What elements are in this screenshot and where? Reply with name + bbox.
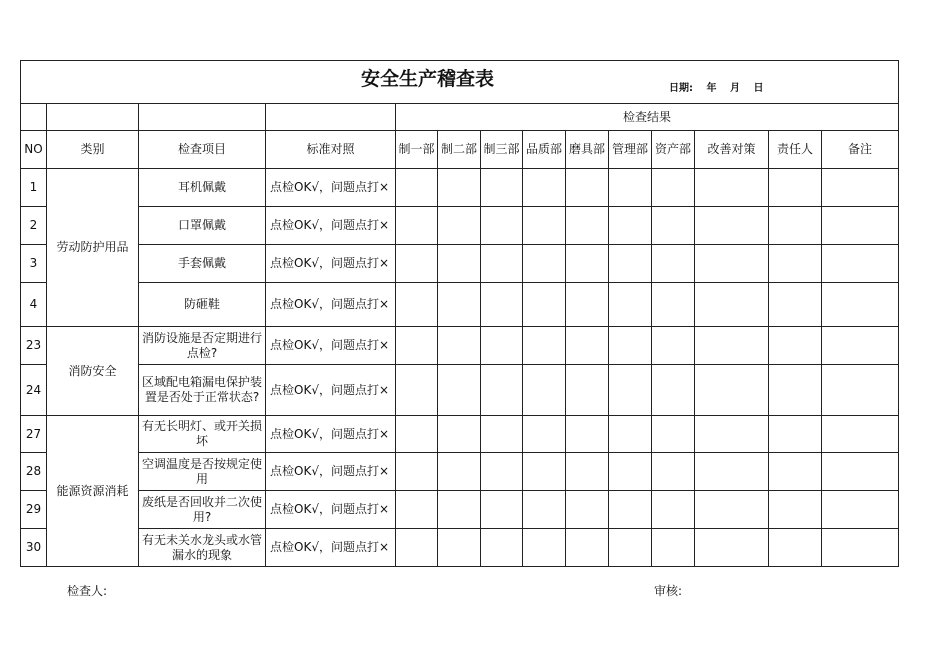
result-cell[interactable]: [652, 207, 695, 245]
result-cell[interactable]: [609, 491, 652, 529]
result-cell[interactable]: [523, 207, 566, 245]
result-cell[interactable]: [481, 453, 523, 491]
header-department: 管理部: [609, 131, 652, 169]
result-cell[interactable]: [566, 283, 609, 327]
result-cell[interactable]: [438, 245, 481, 283]
result-cell[interactable]: [523, 491, 566, 529]
result-cell[interactable]: [438, 453, 481, 491]
row-standard: 点检OK√，问题点打×: [266, 491, 396, 529]
blank-cell: [139, 104, 266, 131]
result-cell[interactable]: [695, 327, 769, 365]
result-cell[interactable]: [695, 453, 769, 491]
result-cell[interactable]: [438, 529, 481, 567]
result-cell[interactable]: [523, 169, 566, 207]
header-responsible: 责任人: [769, 131, 822, 169]
results-header: 检查结果: [396, 104, 899, 131]
result-cell[interactable]: [523, 416, 566, 453]
result-cell[interactable]: [652, 529, 695, 567]
header-item: 检查项目: [139, 131, 266, 169]
reviewer-label: 审核:: [654, 584, 683, 598]
result-cell[interactable]: [396, 365, 438, 416]
result-cell[interactable]: [769, 327, 822, 365]
row-item: 有无长明灯、或开关损坏: [139, 416, 266, 453]
inspection-table: [20, 60, 899, 567]
header-remarks: 备注: [822, 131, 899, 169]
result-cell[interactable]: [523, 327, 566, 365]
result-cell[interactable]: [396, 245, 438, 283]
row-standard: 点检OK√，问题点打×: [266, 529, 396, 567]
result-cell[interactable]: [396, 529, 438, 567]
header-department: 制三部: [481, 131, 523, 169]
result-cell[interactable]: [822, 245, 899, 283]
result-cell[interactable]: [695, 169, 769, 207]
header-improvement: 改善对策: [695, 131, 769, 169]
result-cell[interactable]: [438, 491, 481, 529]
result-cell[interactable]: [566, 169, 609, 207]
result-cell[interactable]: [481, 365, 523, 416]
result-cell[interactable]: [609, 207, 652, 245]
result-cell[interactable]: [481, 245, 523, 283]
row-item: 废纸是否回收并二次使用?: [139, 491, 266, 529]
row-no: 28: [21, 453, 47, 491]
result-cell[interactable]: [695, 245, 769, 283]
result-cell[interactable]: [438, 365, 481, 416]
row-no: 30: [21, 529, 47, 567]
result-cell[interactable]: [396, 453, 438, 491]
result-cell[interactable]: [481, 491, 523, 529]
row-standard: 点检OK√，问题点打×: [266, 453, 396, 491]
result-cell[interactable]: [609, 529, 652, 567]
row-no: 24: [21, 365, 47, 416]
result-cell[interactable]: [566, 327, 609, 365]
table-row: [21, 365, 899, 416]
result-cell[interactable]: [523, 529, 566, 567]
header-department: 磨具部: [566, 131, 609, 169]
row-no: 4: [21, 283, 47, 327]
result-cell[interactable]: [769, 453, 822, 491]
result-cell[interactable]: [695, 283, 769, 327]
result-cell[interactable]: [566, 245, 609, 283]
category-cell: 能源资源消耗: [47, 416, 139, 567]
result-cell[interactable]: [481, 416, 523, 453]
result-cell[interactable]: [822, 207, 899, 245]
table-row: [21, 245, 899, 283]
result-cell[interactable]: [652, 416, 695, 453]
result-cell[interactable]: [438, 207, 481, 245]
date-day: 日: [753, 83, 764, 94]
row-standard: 点检OK√，问题点打×: [266, 327, 396, 365]
result-cell[interactable]: [769, 416, 822, 453]
row-no: 27: [21, 416, 47, 453]
table-row: [21, 327, 899, 365]
result-cell[interactable]: [769, 491, 822, 529]
result-cell[interactable]: [652, 491, 695, 529]
row-item: 消防设施是否定期进行点检?: [139, 327, 266, 365]
result-cell[interactable]: [396, 283, 438, 327]
result-cell[interactable]: [438, 283, 481, 327]
result-cell[interactable]: [481, 169, 523, 207]
row-item: 空调温度是否按规定使用: [139, 453, 266, 491]
table-row: [21, 416, 899, 453]
date-month: 月: [729, 83, 740, 94]
result-cell[interactable]: [396, 169, 438, 207]
category-cell: 劳动防护用品: [47, 169, 139, 327]
result-cell[interactable]: [609, 327, 652, 365]
result-cell[interactable]: [438, 327, 481, 365]
table-row: [21, 169, 899, 207]
result-cell[interactable]: [822, 453, 899, 491]
table-row: [21, 453, 899, 491]
result-cell[interactable]: [396, 416, 438, 453]
table-row: [21, 207, 899, 245]
header-standard: 标准对照: [266, 131, 396, 169]
result-cell[interactable]: [695, 365, 769, 416]
result-cell[interactable]: [523, 453, 566, 491]
row-no: 23: [21, 327, 47, 365]
header-department: 资产部: [652, 131, 695, 169]
row-standard: 点检OK√，问题点打×: [266, 365, 396, 416]
row-no: 1: [21, 169, 47, 207]
blank-cell: [266, 104, 396, 131]
result-cell[interactable]: [695, 529, 769, 567]
result-cell[interactable]: [566, 416, 609, 453]
row-item: 手套佩戴: [139, 245, 266, 283]
row-no: 2: [21, 207, 47, 245]
date-year: 年: [706, 83, 717, 94]
result-cell[interactable]: [652, 245, 695, 283]
row-standard: 点检OK√，问题点打×: [266, 207, 396, 245]
row-no: 3: [21, 245, 47, 283]
result-cell[interactable]: [523, 365, 566, 416]
header-department: 制一部: [396, 131, 438, 169]
result-cell[interactable]: [769, 207, 822, 245]
result-cell[interactable]: [822, 529, 899, 567]
result-cell[interactable]: [652, 327, 695, 365]
result-cell[interactable]: [396, 207, 438, 245]
row-standard: 点检OK√，问题点打×: [266, 416, 396, 453]
result-cell[interactable]: [396, 491, 438, 529]
result-cell[interactable]: [769, 283, 822, 327]
result-cell[interactable]: [523, 245, 566, 283]
result-cell[interactable]: [438, 416, 481, 453]
result-cell[interactable]: [566, 529, 609, 567]
result-cell[interactable]: [609, 365, 652, 416]
result-cell[interactable]: [695, 416, 769, 453]
result-cell[interactable]: [769, 365, 822, 416]
row-standard: 点检OK√，问题点打×: [266, 169, 396, 207]
result-cell[interactable]: [609, 416, 652, 453]
table-row: [21, 491, 899, 529]
row-item: 有无未关水龙头或水管漏水的现象: [139, 529, 266, 567]
result-cell[interactable]: [652, 453, 695, 491]
row-item: 耳机佩戴: [139, 169, 266, 207]
header-no: NO: [21, 131, 47, 169]
page-title: 安全生产稽查表: [361, 68, 495, 90]
date-line: [669, 81, 773, 96]
result-cell[interactable]: [566, 365, 609, 416]
row-standard: 点检OK√，问题点打×: [266, 245, 396, 283]
result-cell[interactable]: [481, 529, 523, 567]
result-cell[interactable]: [652, 283, 695, 327]
header-category: 类别: [47, 131, 139, 169]
result-cell[interactable]: [566, 491, 609, 529]
result-cell[interactable]: [695, 491, 769, 529]
result-cell[interactable]: [609, 283, 652, 327]
result-cell[interactable]: [822, 365, 899, 416]
result-cell[interactable]: [822, 283, 899, 327]
row-no: 29: [21, 491, 47, 529]
row-standard: 点检OK√，问题点打×: [266, 283, 396, 327]
result-cell[interactable]: [695, 207, 769, 245]
result-cell[interactable]: [769, 245, 822, 283]
result-cell[interactable]: [481, 327, 523, 365]
row-item: 口罩佩戴: [139, 207, 266, 245]
blank-cell: [21, 104, 47, 131]
result-cell[interactable]: [609, 169, 652, 207]
result-cell[interactable]: [769, 529, 822, 567]
result-cell[interactable]: [822, 169, 899, 207]
table-row: [21, 529, 899, 567]
result-cell[interactable]: [566, 207, 609, 245]
result-cell[interactable]: [652, 365, 695, 416]
table-row: [21, 283, 899, 327]
result-cell[interactable]: [523, 283, 566, 327]
title-row: [21, 61, 899, 104]
result-cell[interactable]: [396, 327, 438, 365]
date-label: 日期:: [669, 83, 693, 94]
header-department: 制二部: [438, 131, 481, 169]
result-cell[interactable]: [609, 453, 652, 491]
result-cell[interactable]: [609, 245, 652, 283]
result-cell[interactable]: [822, 327, 899, 365]
inspector-label: 检查人:: [67, 584, 108, 598]
header-department: 品质部: [523, 131, 566, 169]
result-cell[interactable]: [769, 169, 822, 207]
row-item: 区域配电箱漏电保护装置是否处于正常状态?: [139, 365, 266, 416]
result-cell[interactable]: [481, 207, 523, 245]
result-cell[interactable]: [652, 169, 695, 207]
blank-cell: [47, 104, 139, 131]
result-cell[interactable]: [438, 169, 481, 207]
result-cell[interactable]: [481, 283, 523, 327]
row-item: 防砸鞋: [139, 283, 266, 327]
result-cell[interactable]: [566, 453, 609, 491]
category-cell: 消防安全: [47, 327, 139, 416]
result-cell[interactable]: [822, 416, 899, 453]
result-cell[interactable]: [822, 491, 899, 529]
